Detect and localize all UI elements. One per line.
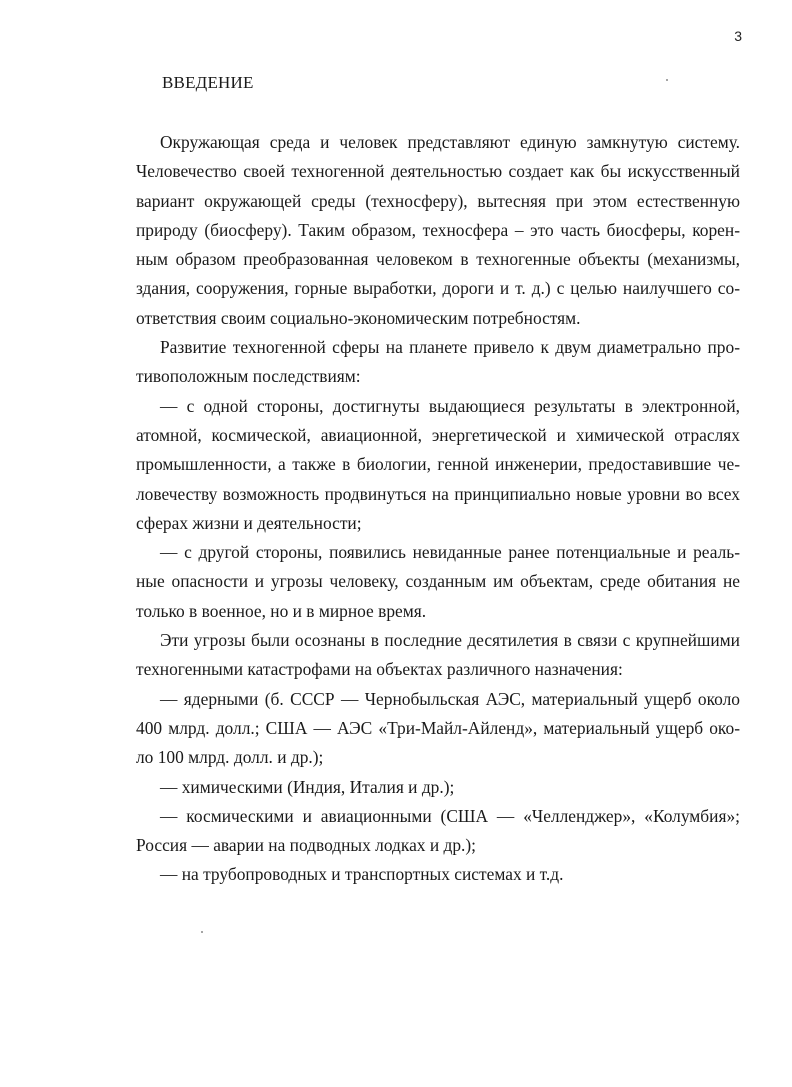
text-line: тивоположным последствиям: [136,366,361,387]
text-line: — на трубопроводных и транспортных системах и т.д. [160,864,564,885]
text-line: ные опасности и угрозы человеку, созданным им объектам, среде обитания не [136,571,740,592]
text-line: сферах жизни и деятельности; [136,512,362,533]
text-line: промышленности, а также в биологии, генной инженерии, предоставившие че- [136,454,740,475]
text-line: — с другой стороны, появились невиданные ранее потенциальные и реаль- [160,542,740,563]
text-line: 400 млрд. долл.; США — АЭС «Три-Майл-Айленд», материальный ущерб око- [136,717,740,738]
page-number: 3 [734,28,742,44]
text-line: ло 100 млрд. долл. и др.); [136,747,324,768]
scan-speck [201,931,203,933]
text-line: атомной, космической, авиационной, энергетической и химической отраслях [136,424,740,445]
text-line: — ядерными (б. СССР — Чернобыльская АЭС, материальный ущерб около [160,688,740,709]
text-line: техногенными катастрофами на объектах различного назначения: [136,659,623,680]
text-line: ным образом преобразованная человеком в техногенные объекты (механизмы, [136,249,740,270]
text-line: вариант окружающей среды (техносферу), вытесняя при этом естественную [136,190,740,211]
text-line: ответствия своим социально-экономическим потребностям. [136,307,581,328]
text-line: Человечество своей техногенной деятельностью создает как бы искусственный [136,161,740,182]
text-line: Развитие техногенной сферы на планете привело к двум диаметрально про- [160,337,740,358]
document-body [136,128,740,890]
text-line: Эти угрозы были осознаны в последние десятилетия в связи с крупнейшими [160,630,740,651]
text-line: Россия — аварии на подводных лодках и др.); [136,835,476,856]
text-line: только в военное, но и в мирное время. [136,600,427,621]
text-line: природу (биосферу). Таким образом, техносфера – это часть биосферы, корен- [136,219,740,240]
text-line: — химическими (Индия, Италия и др.); [160,776,455,797]
text-line: ловечеству возможность продвинуться на принципиально новые уровни во всех [136,483,740,504]
section-heading: ВВЕДЕНИЕ [162,73,254,92]
text-line: Окружающая среда и человек представляют единую замкнутую систему. [160,132,740,152]
text-line: — с одной стороны, достигнуты выдающиеся результаты в электронной, [160,395,740,416]
text-line: — космическими и авиационными (США — «Челленджер», «Колумбия»; [160,805,740,826]
text-line: здания, сооружения, горные выработки, дороги и т. д.) с целью наилучшего со- [136,278,740,299]
scan-speck [666,79,668,81]
